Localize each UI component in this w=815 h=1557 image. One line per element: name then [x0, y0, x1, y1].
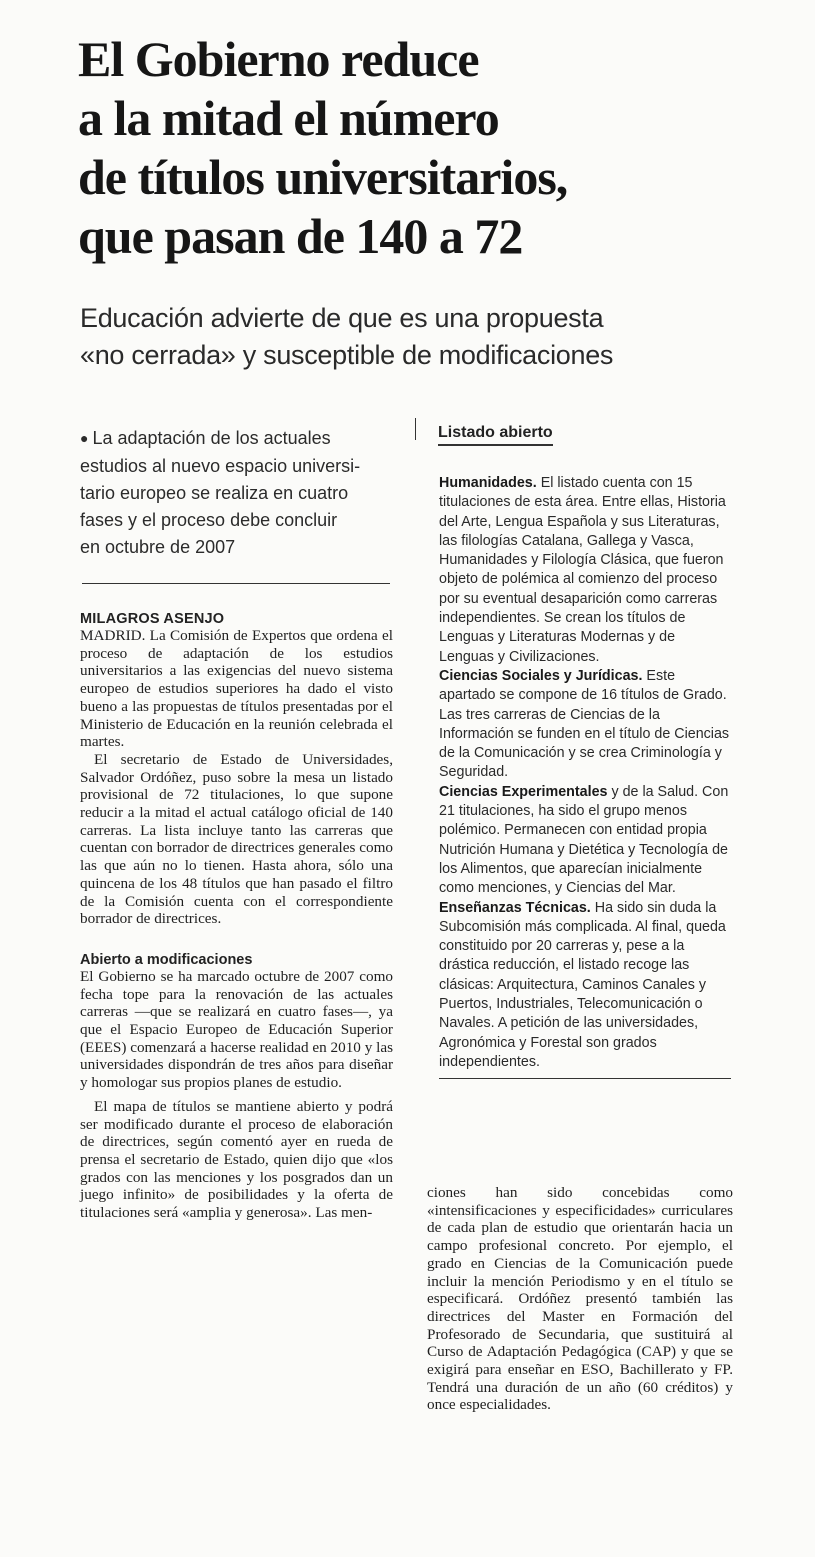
sidebar-item-text: Ha sido sin duda la Subcomisión más complicada. Al final, queda constituido por 20 carreras y, pese a la drástica reducción, el listado recoge las clásicas: Arquitectura, Caminos Canales y Puertos, Industriales, Telecomunicación o Navales. A petición de las universidades, Agronómica y Forestal son grados independientes. [439, 899, 726, 1070]
divider [82, 583, 390, 584]
body-paragraph: El secretario de Estado de Universidades, Salvador Ordóñez, puso sobre la mesa un listado provisional de 72 titulaciones, lo que supone reducir a la mitad el actual catálogo oficial de 140 carreras. La lista incluye tanto las carreras que cuentan con borrador de directrices generales como las que aún no lo tienen. Hasta ahora, sólo una quincena de los 48 títulos que han pasado el filtro de la Comisión cuenta con el correspondiente borrador de directrices. [80, 750, 393, 928]
sidebar-item [439, 667, 731, 783]
main-column [80, 425, 393, 1222]
continuation-column [427, 1184, 733, 1414]
subheadline-line: «no cerrada» y susceptible de modificaciones [80, 340, 614, 370]
subheadline-line: Educación advierte de que es una propuesta [80, 303, 604, 333]
sidebar-item-text: El listado cuenta con 15 titulaciones de esta área. Entre ellas, Historia del Arte, Lengua Española y sus Literaturas, las filologías Catalana, Gallega y Vasca, Humanidades y Filología Clásica, que fueron objeto de polémica al comienzo del proceso por su eventual desaparición como carreras independientes. Se crean los títulos de Lenguas y Literaturas Modernas y de Lenguas y Civilizaciones. [439, 475, 726, 665]
headline-line: que pasan de 140 a 72 [78, 208, 523, 264]
subheadline [80, 300, 800, 374]
sidebar-bottom-rule [439, 1078, 731, 1079]
lead-summary [80, 425, 393, 561]
sidebar-title: Listado abierto [438, 424, 553, 446]
bullet-icon: ● [80, 430, 89, 446]
headline-line: a la mitad el número [78, 90, 499, 146]
sidebar-item-text: y de la Salud. Con 21 titulaciones, ha sido el grupo menos polémico. Permanecen con entidad propia Nutrición Humana y Dietética y Tecnología de los Alimentos, que aparecían inicialmente como menciones, y Ciencias del Mar. [439, 783, 729, 897]
sidebar-item-heading: Ciencias Experimentales [439, 783, 608, 800]
sidebar-item-heading: Enseñanzas Técnicas. [439, 899, 591, 916]
body-paragraph: El mapa de títulos se mantiene abierto y podrá ser modificado durante el proceso de elaboración de directrices, según comentó ayer en rueda de prensa el secretario de Estado, quien dijo que «los grados con las menciones y los posgrados dan un juego infinito» de posibilidades y la oferta de titulaciones será «amplia y generosa». Las men- [80, 1097, 393, 1222]
sidebar-item-text: Este apartado se compone de 16 títulos de Grado. Las tres carreras de Ciencias de la Información se funden en el título de Ciencias de la Comunicación y se crea Criminología y Seguridad. [439, 667, 730, 781]
headline-line: de títulos universitarios, [78, 149, 568, 205]
sidebar-item [439, 474, 731, 667]
body-paragraph: ciones han sido concebidas como «intensificaciones y especificidades» curriculares de cada plan de estudio que orientarán hacia un campo profesional concreto. Por ejemplo, el grado en Ciencias de la Comunicación puede incluir la mención Periodismo y en el título se especificará. Ordóñez presentó también las directrices del Master en Formación del Profesorado de Secundaria, que sustituirá al Curso de Adaptación Pedagógica (CAP) y que se exigirá para enseñar en ESO, Bachillerato y FP. Tendrá una duración de un año (60 créditos) y once especialidades. [427, 1184, 733, 1414]
lead-line: ● La adaptación de los actuales [80, 428, 331, 448]
sidebar-box [410, 418, 735, 1079]
sidebar-item-heading: Humanidades. [439, 475, 537, 491]
sidebar-item [439, 783, 731, 899]
headline-line: El Gobierno reduce [78, 31, 479, 87]
body-paragraph: El Gobierno se ha marcado octubre de 2007 como fecha tope para la renovación de las actuales carreras —que se realizará en cuatro fases—, ya que el Espacio Europeo de Educación Superior (EEES) comenzará a hacerse realidad en 2010 y las universidades dispondrán de tres años para diseñar y homologar sus propios planes de estudio. [80, 967, 393, 1092]
headline [78, 30, 798, 266]
byline: MILAGROS ASENJO [80, 611, 225, 627]
body-paragraph: MADRID. La Comisión de Expertos que ordena el proceso de adaptación de los estudios universitarios a las exigencias del nuevo sistema europeo de estudios superiores ha dado el visto bueno a las propuestas de títulos presentadas por el Ministerio de Educación en la reunión celebrada el martes. [80, 627, 393, 751]
lead-line: estudios al nuevo espacio universi- [80, 456, 361, 476]
lead-line: en octubre de 2007 [80, 537, 236, 557]
lead-line: fases y el proceso debe concluir [80, 510, 338, 530]
lead-line: tario europeo se realiza en cuatro [80, 483, 349, 503]
sidebar-item-heading: Ciencias Sociales y Jurídicas. [439, 667, 643, 684]
section-title: Abierto a modificaciones [80, 951, 253, 968]
sidebar-item [439, 899, 731, 1073]
